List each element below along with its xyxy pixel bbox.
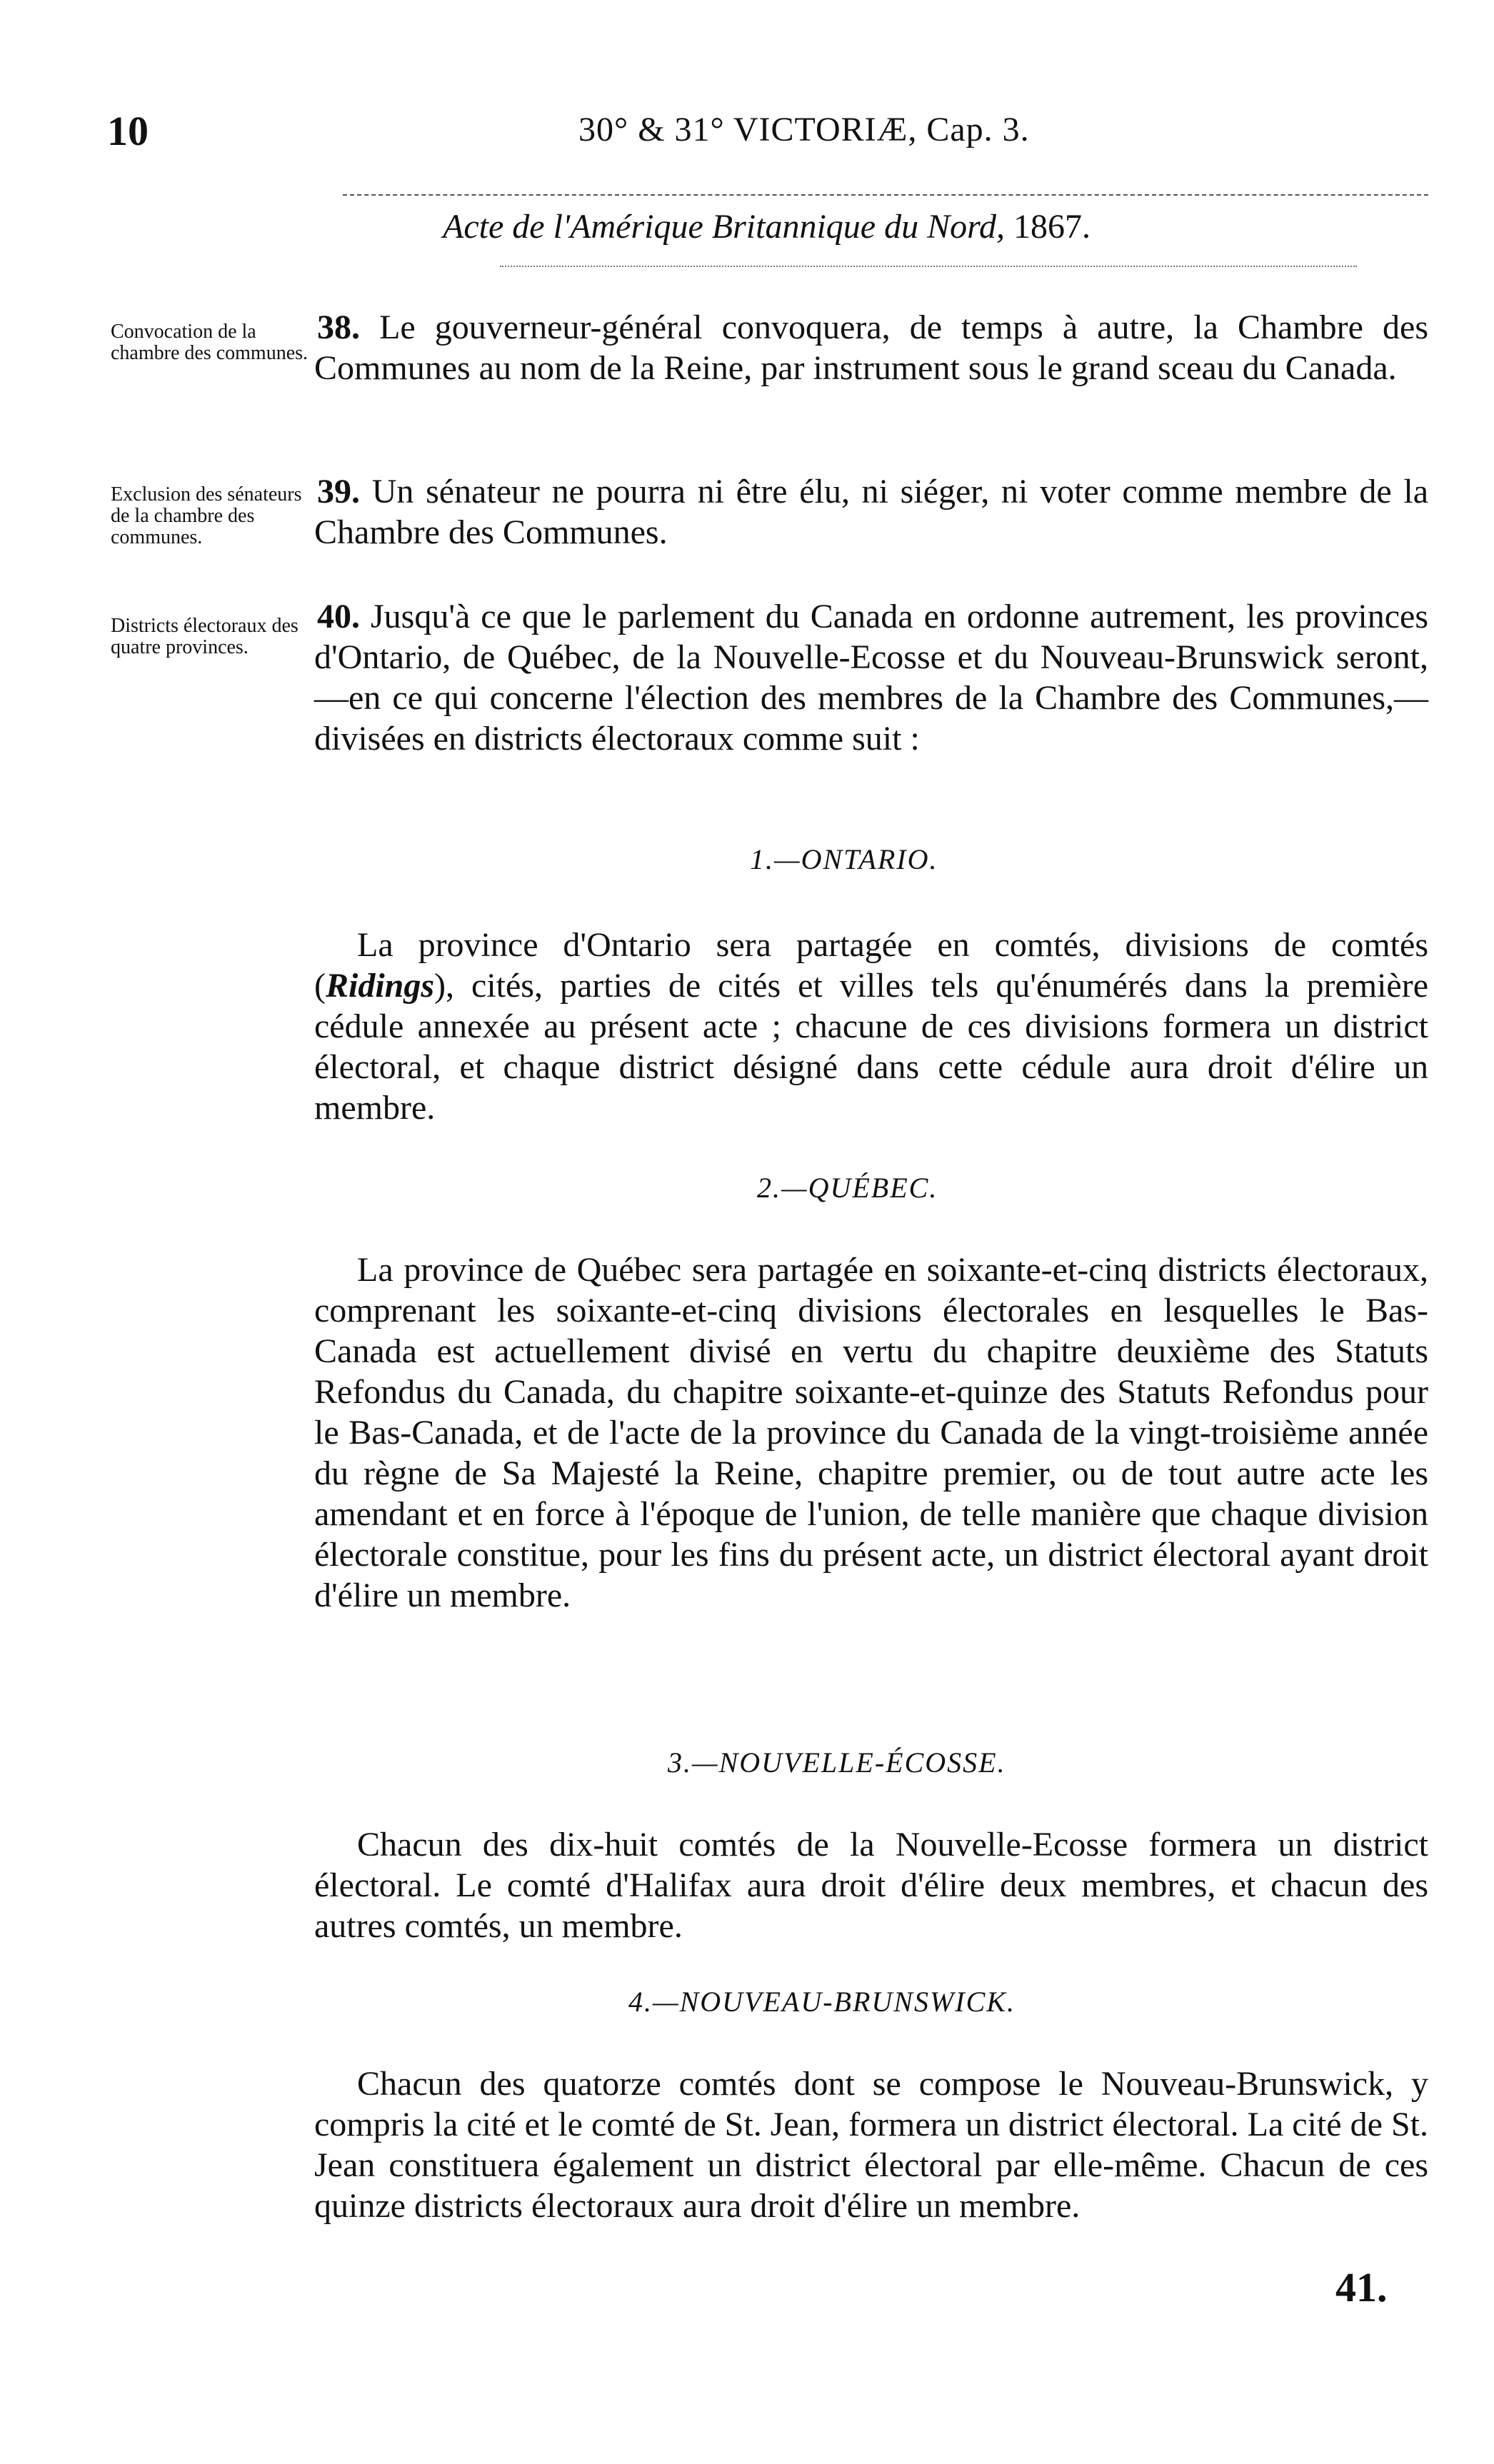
- heading-ontario: 1.—ONTARIO.: [750, 843, 938, 875]
- header-rule: [343, 194, 1428, 196]
- margin-note-exclusion: Exclusion des sénateurs de la chambre des communes.: [111, 483, 302, 548]
- heading-quebec: 2.—QUÉBEC.: [757, 1172, 938, 1204]
- heading-nouveau-brunswick: 4.—NOUVEAU-BRUNSWICK.: [628, 1986, 1016, 2018]
- section-38: [314, 307, 1428, 388]
- margin-note-convocation: Convocation de la chambre des communes.: [111, 321, 309, 364]
- paragraph-ontario: [314, 925, 1428, 1128]
- signature-mark: 41.: [1335, 2264, 1388, 2310]
- heading-nouvelle-ecosse: 3.—NOUVELLE-ÉCOSSE.: [668, 1746, 1006, 1779]
- ontario-text-end: ), cités, parties de cités et villes tels qu'énumérés dans la première cédule annexée au présent acte ; chacune de ces divisions formera un district électoral, et chaque district désigné dans cette cédule aura droit d'élire un membre.: [314, 967, 1428, 1127]
- margin-note-districts: Districts électoraux des quatre provinces.: [111, 615, 299, 658]
- act-title-text: Acte de l'Amérique Britannique du Nord,: [443, 208, 1006, 246]
- section-text: Jusqu'à ce que le parlement du Canada en ordonne autrement, les provinces d'Ontario, de Québec, de la Nouvelle-Ecosse et du Nouveau-Brunswick seront,—en ce qui concerne l'élection des membres de la Chambre des Communes,—divisées en districts électoraux comme suit :: [314, 598, 1429, 758]
- section-number: 39.: [317, 473, 360, 511]
- ontario-text-start: La province d'Ontario sera partagée en comtés, divisions de comtés (: [314, 926, 1428, 1005]
- section-39: [314, 471, 1428, 553]
- page-number: 10: [107, 108, 149, 154]
- running-head: 30° & 31° VICTORIÆ, Cap. 3.: [578, 111, 1030, 149]
- section-40: [314, 596, 1428, 759]
- act-title: [443, 207, 1091, 246]
- section-text: Un sénateur ne pourra ni être élu, ni siéger, ni voter comme membre de la Chambre des Communes.: [314, 473, 1428, 551]
- paragraph-quebec: La province de Québec sera partagée en soixante-et-cinq districts électoraux, comprenant les soixante-et-cinq divisions électorales en lesquelles le Bas-Canada est actuellement divisé en vertu du chapitre deuxième des Statuts Refondus du Canada, du chapitre soixante-et-quinze des Statuts Refondus pour le Bas-Canada, et de l'acte de la province du Canada de la vingt-troisième année du règne de Sa Majesté la Reine, chapitre premier, ou de tout autre acte les amendant et en force à l'époque de l'union, de telle manière que chaque division électorale constitue, pour les fins du présent acte, un district électoral ayant droit d'élire un membre.: [314, 1251, 1428, 1614]
- section-number: 40.: [317, 598, 360, 635]
- paragraph-nouveau-brunswick: Chacun des quatorze comtés dont se compose le Nouveau-Brunswick, y compris la cité et le comté de St. Jean, formera un district électoral. La cité de St. Jean constituera également un district électoral par elle-même. Chacun de ces quinze districts électoraux aura droit d'élire un membre.: [314, 2065, 1428, 2225]
- ontario-ridings: Ridings: [325, 967, 435, 1005]
- title-rule: [500, 266, 1357, 267]
- section-number: 38.: [317, 308, 360, 346]
- act-year: 1867.: [1013, 208, 1091, 246]
- page-header: [107, 107, 1435, 164]
- section-text: Le gouverneur-général convoquera, de temps à autre, la Chambre des Communes au nom de la Reine, par instrument sous le grand sceau du Canada.: [314, 308, 1429, 387]
- paragraph-nouvelle-ecosse: Chacun des dix-huit comtés de la Nouvelle-Ecosse formera un district électoral. Le comté d'Halifax aura droit d'élire deux membres, et chacun des autres comtés, un membre.: [314, 1826, 1428, 1945]
